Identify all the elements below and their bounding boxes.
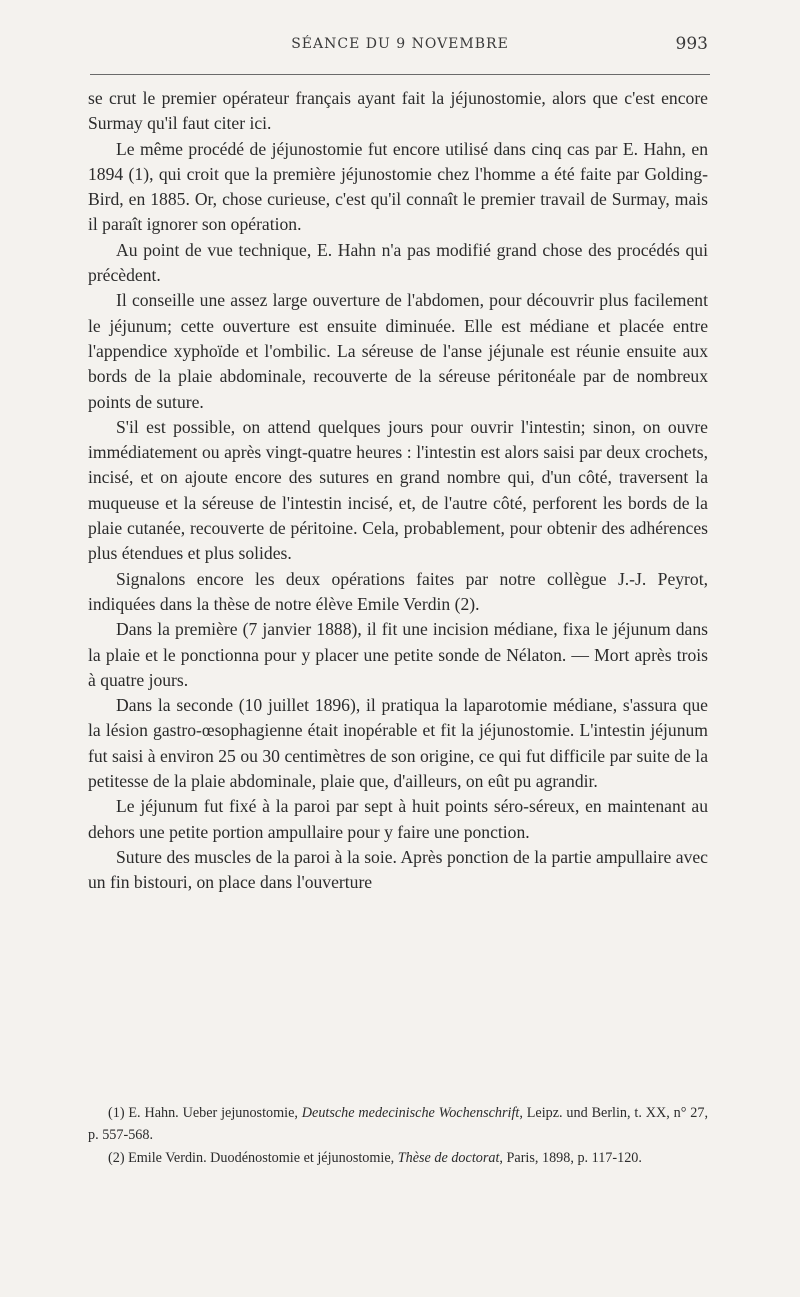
running-title: SÉANCE DU 9 NOVEMBRE [291, 36, 509, 52]
footnote-2-ref: , Paris, 1898, p. 117-120. [499, 1150, 642, 1166]
paragraph: Le même procédé de jéjunostomie fut encore utilisé dans cinq cas par E. Hahn, en 1894 (1), qui croit que la première jéjunostomie chez l'homme a été faite par Golding-Bird, en 1885. Or, chose curieuse, c'est qu'il connaît le premier travail de Surmay, mais il paraît ignorer son opération. [88, 138, 708, 235]
paragraph: Le jéjunum fut fixé à la paroi par sept à huit points séro-séreux, en maintenant au dehors une petite portion ampullaire pour y faire une ponction. [88, 796, 708, 842]
footnote-1-ref: , Leipz. und Berlin, t. XX, n° 27, p. 557-568. [88, 1105, 708, 1143]
paragraph: Signalons encore les deux opérations faites par notre collègue J.-J. Peyrot, indiquées dans la thèse de notre élève Emile Verdin (2). [88, 568, 708, 614]
paragraph: Dans la première (7 janvier 1888), il fit une incision médiane, fixa le jéjunum dans la plaie et le ponctionna pour y placer une petite sonde de Nélaton. — Mort après trois à quatre jours. [88, 619, 708, 690]
footnote-1-journal: Deutsche medecinische Wochenschrift [301, 1105, 520, 1121]
paragraph: Au point de vue technique, E. Hahn n'a pas modifié grand chose des procédés qui précèdent. [88, 239, 708, 286]
paragraph: Suture des muscles de la paroi à la soie. Après ponction de la partie ampullaire avec un fin bistouri, on place dans l'ouverture [88, 846, 708, 893]
paragraph: Dans la seconde (10 juillet 1896), il pratiqua la laparotomie médiane, s'assura que la lésion gastro-œsophagienne était inopérable et fit la jéjunostomie. L'intestin jéjunum fut saisi à environ 25 ou 30 centimètres de son origine, ce qui fut difficile par suite de la petitesse de la plaie abdominale, plaie que, d'ailleurs, on eût pu agrandir. [88, 695, 708, 792]
footnotes [88, 1102, 708, 1170]
page-header [92, 30, 708, 60]
page-number: 993 [675, 34, 708, 54]
footnote-2 [88, 1147, 708, 1169]
footnote-1-text: (1) E. Hahn. Ueber jejunostomie, [108, 1105, 302, 1121]
body-text [88, 86, 708, 896]
paragraph: se crut le premier opérateur français ayant fait la jéjunostomie, alors que c'est encore Surmay qu'il faut citer ici. [88, 88, 708, 134]
header-rule [90, 74, 710, 75]
paragraph: S'il est possible, on attend quelques jours pour ouvrir l'intestin; sinon, on ouvre immédiatement ou après vingt-quatre heures : l'intestin est alors saisi par deux crochets, incisé, et on ajoute encore des sutures en grand nombre qui, d'un côté, traversent la muqueuse et la séreuse de l'intestin incisé, et, de l'autre côté, perforent les bords de la plaie cutanée, recouverte de péritoine. Cela, probablement, pour obtenir des adhérences plus étendues et plus solides. [88, 416, 708, 564]
footnote-1 [88, 1102, 708, 1146]
paragraph: Il conseille une assez large ouverture de l'abdomen, pour découvrir plus facilement le jéjunum; cette ouverture est ensuite diminuée. Elle est médiane et placée entre l'appendice xyphoïde et l'ombilic. La séreuse de l'anse jéjunale est réunie ensuite aux bords de la plaie abdominale, recouverte de la séreuse péritonéale par de nombreux points de suture. [88, 290, 708, 412]
footnote-2-text: (2) Emile Verdin. Duodénostomie et jéjunostomie, [108, 1150, 398, 1166]
footnote-2-title: Thèse de doctorat [397, 1150, 500, 1166]
